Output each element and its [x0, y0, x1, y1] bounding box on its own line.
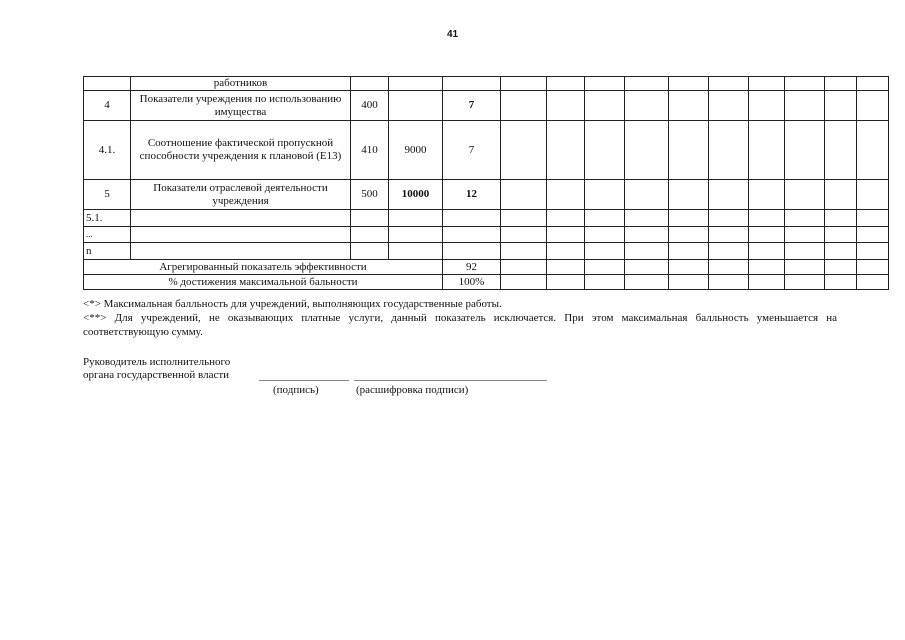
row-number	[84, 77, 131, 91]
empty-cell	[547, 91, 585, 121]
indicator-name: Показатели отраслевой деятельности учреждения	[131, 180, 351, 210]
empty-cell	[585, 121, 625, 180]
empty-cell	[785, 77, 825, 91]
indicator-name: работников	[131, 77, 351, 91]
empty-cell	[825, 180, 857, 210]
indicator-code	[351, 77, 389, 91]
empty-cell	[625, 180, 669, 210]
footnote-1: <*> Максимальная балльность для учреждений, выполняющих государственные работы.	[83, 298, 502, 310]
empty-cell	[585, 77, 625, 91]
empty-cell	[669, 260, 709, 275]
table-row	[84, 180, 889, 210]
max-score	[389, 227, 443, 243]
table-row	[84, 77, 889, 91]
signature-block	[83, 356, 469, 396]
empty-cell	[625, 275, 669, 290]
percent-value: 100%	[443, 275, 501, 290]
empty-cell	[585, 260, 625, 275]
empty-cell	[825, 243, 857, 260]
empty-cell	[625, 91, 669, 121]
empty-cell	[785, 243, 825, 260]
empty-cell	[501, 77, 547, 91]
empty-cell	[625, 77, 669, 91]
empty-cell	[669, 77, 709, 91]
empty-cell	[501, 227, 547, 243]
empty-cell	[585, 180, 625, 210]
indicator-code	[351, 243, 389, 260]
signatory-title-line2: органа государственной власти	[83, 369, 230, 381]
empty-cell	[669, 275, 709, 290]
empty-cell	[825, 227, 857, 243]
empty-cell	[709, 210, 749, 227]
percent-label: % достижения максимальной бальности	[84, 275, 443, 290]
footnote-2: <**> Для учреждений, не оказывающих платные услуги, данный показатель исключается. При этом максимальная балльность уменьшается на соответствующую сумму.	[83, 312, 837, 338]
score	[443, 243, 501, 260]
score: 7	[443, 91, 501, 121]
score: 7	[443, 121, 501, 180]
empty-cell	[785, 180, 825, 210]
empty-cell	[547, 243, 585, 260]
row-number: n	[84, 243, 131, 260]
empty-cell	[749, 180, 785, 210]
empty-cell	[669, 243, 709, 260]
empty-cell	[709, 121, 749, 180]
footnotes	[83, 297, 837, 339]
empty-cell	[749, 121, 785, 180]
empty-cell	[857, 243, 889, 260]
max-score	[389, 243, 443, 260]
empty-cell	[785, 260, 825, 275]
empty-cell	[501, 260, 547, 275]
empty-cell	[709, 91, 749, 121]
empty-cell	[857, 210, 889, 227]
empty-cell	[547, 275, 585, 290]
row-number: 4	[84, 91, 131, 121]
empty-cell	[857, 227, 889, 243]
empty-cell	[669, 121, 709, 180]
table-row	[84, 243, 889, 260]
empty-cell	[585, 275, 625, 290]
empty-cell	[825, 260, 857, 275]
empty-cell	[857, 77, 889, 91]
max-score: 10000	[389, 180, 443, 210]
row-number: 4.1.	[84, 121, 131, 180]
score: 12	[443, 180, 501, 210]
empty-cell	[547, 121, 585, 180]
empty-cell	[501, 91, 547, 121]
empty-cell	[857, 91, 889, 121]
efficiency-table	[83, 76, 889, 290]
signature-caption: (подпись)	[273, 384, 319, 396]
max-score	[389, 77, 443, 91]
empty-cell	[625, 210, 669, 227]
empty-cell	[501, 210, 547, 227]
empty-cell	[709, 275, 749, 290]
empty-cell	[857, 260, 889, 275]
empty-cell	[749, 227, 785, 243]
empty-cell	[785, 210, 825, 227]
indicator-code: 410	[351, 121, 389, 180]
empty-cell	[669, 180, 709, 210]
max-score	[389, 210, 443, 227]
empty-cell	[785, 227, 825, 243]
empty-cell	[585, 210, 625, 227]
empty-cell	[669, 227, 709, 243]
empty-cell	[501, 243, 547, 260]
page-number: 41	[446, 29, 459, 40]
empty-cell	[669, 91, 709, 121]
indicator-name	[131, 210, 351, 227]
empty-cell	[825, 91, 857, 121]
empty-cell	[547, 227, 585, 243]
indicator-code	[351, 210, 389, 227]
empty-cell	[749, 91, 785, 121]
table-row	[84, 91, 889, 121]
empty-cell	[785, 121, 825, 180]
empty-cell	[825, 77, 857, 91]
decoding-caption: (расшифровка подписи)	[356, 384, 469, 396]
empty-cell	[709, 180, 749, 210]
aggregate-value: 92	[443, 260, 501, 275]
empty-cell	[547, 77, 585, 91]
signature-line	[259, 380, 349, 381]
empty-cell	[857, 275, 889, 290]
empty-cell	[625, 243, 669, 260]
empty-cell	[749, 243, 785, 260]
empty-cell	[825, 210, 857, 227]
empty-cell	[785, 275, 825, 290]
empty-cell	[625, 260, 669, 275]
empty-cell	[857, 180, 889, 210]
row-number: ...	[84, 227, 131, 243]
signatory-title-line1: Руководитель исполнительного	[83, 356, 231, 368]
empty-cell	[749, 210, 785, 227]
percent-row	[84, 275, 889, 290]
empty-cell	[501, 180, 547, 210]
indicator-code: 400	[351, 91, 389, 121]
indicator-name	[131, 243, 351, 260]
empty-cell	[501, 275, 547, 290]
max-score	[389, 91, 443, 121]
score	[443, 227, 501, 243]
empty-cell	[709, 243, 749, 260]
empty-cell	[625, 227, 669, 243]
empty-cell	[709, 77, 749, 91]
empty-cell	[585, 91, 625, 121]
score	[443, 77, 501, 91]
indicator-name: Соотношение фактической пропускной способности учреждения к плановой (Е13)	[131, 121, 351, 180]
empty-cell	[709, 260, 749, 275]
indicator-code	[351, 227, 389, 243]
aggregate-row	[84, 260, 889, 275]
decoding-line	[354, 380, 547, 381]
empty-cell	[857, 121, 889, 180]
indicator-code: 500	[351, 180, 389, 210]
empty-cell	[785, 91, 825, 121]
empty-cell	[585, 227, 625, 243]
table-row	[84, 121, 889, 180]
empty-cell	[625, 121, 669, 180]
empty-cell	[749, 77, 785, 91]
empty-cell	[547, 210, 585, 227]
empty-cell	[585, 243, 625, 260]
empty-cell	[547, 180, 585, 210]
empty-cell	[825, 121, 857, 180]
indicator-name: Показатели учреждения по использованию имущества	[131, 91, 351, 121]
empty-cell	[749, 275, 785, 290]
row-number: 5.1.	[84, 210, 131, 227]
aggregate-label: Агрегированный показатель эффективности	[84, 260, 443, 275]
row-number: 5	[84, 180, 131, 210]
empty-cell	[501, 121, 547, 180]
table-row	[84, 227, 889, 243]
indicator-name	[131, 227, 351, 243]
empty-cell	[749, 260, 785, 275]
empty-cell	[709, 227, 749, 243]
table-row	[84, 210, 889, 227]
max-score: 9000	[389, 121, 443, 180]
empty-cell	[547, 260, 585, 275]
empty-cell	[669, 210, 709, 227]
empty-cell	[825, 275, 857, 290]
score	[443, 210, 501, 227]
